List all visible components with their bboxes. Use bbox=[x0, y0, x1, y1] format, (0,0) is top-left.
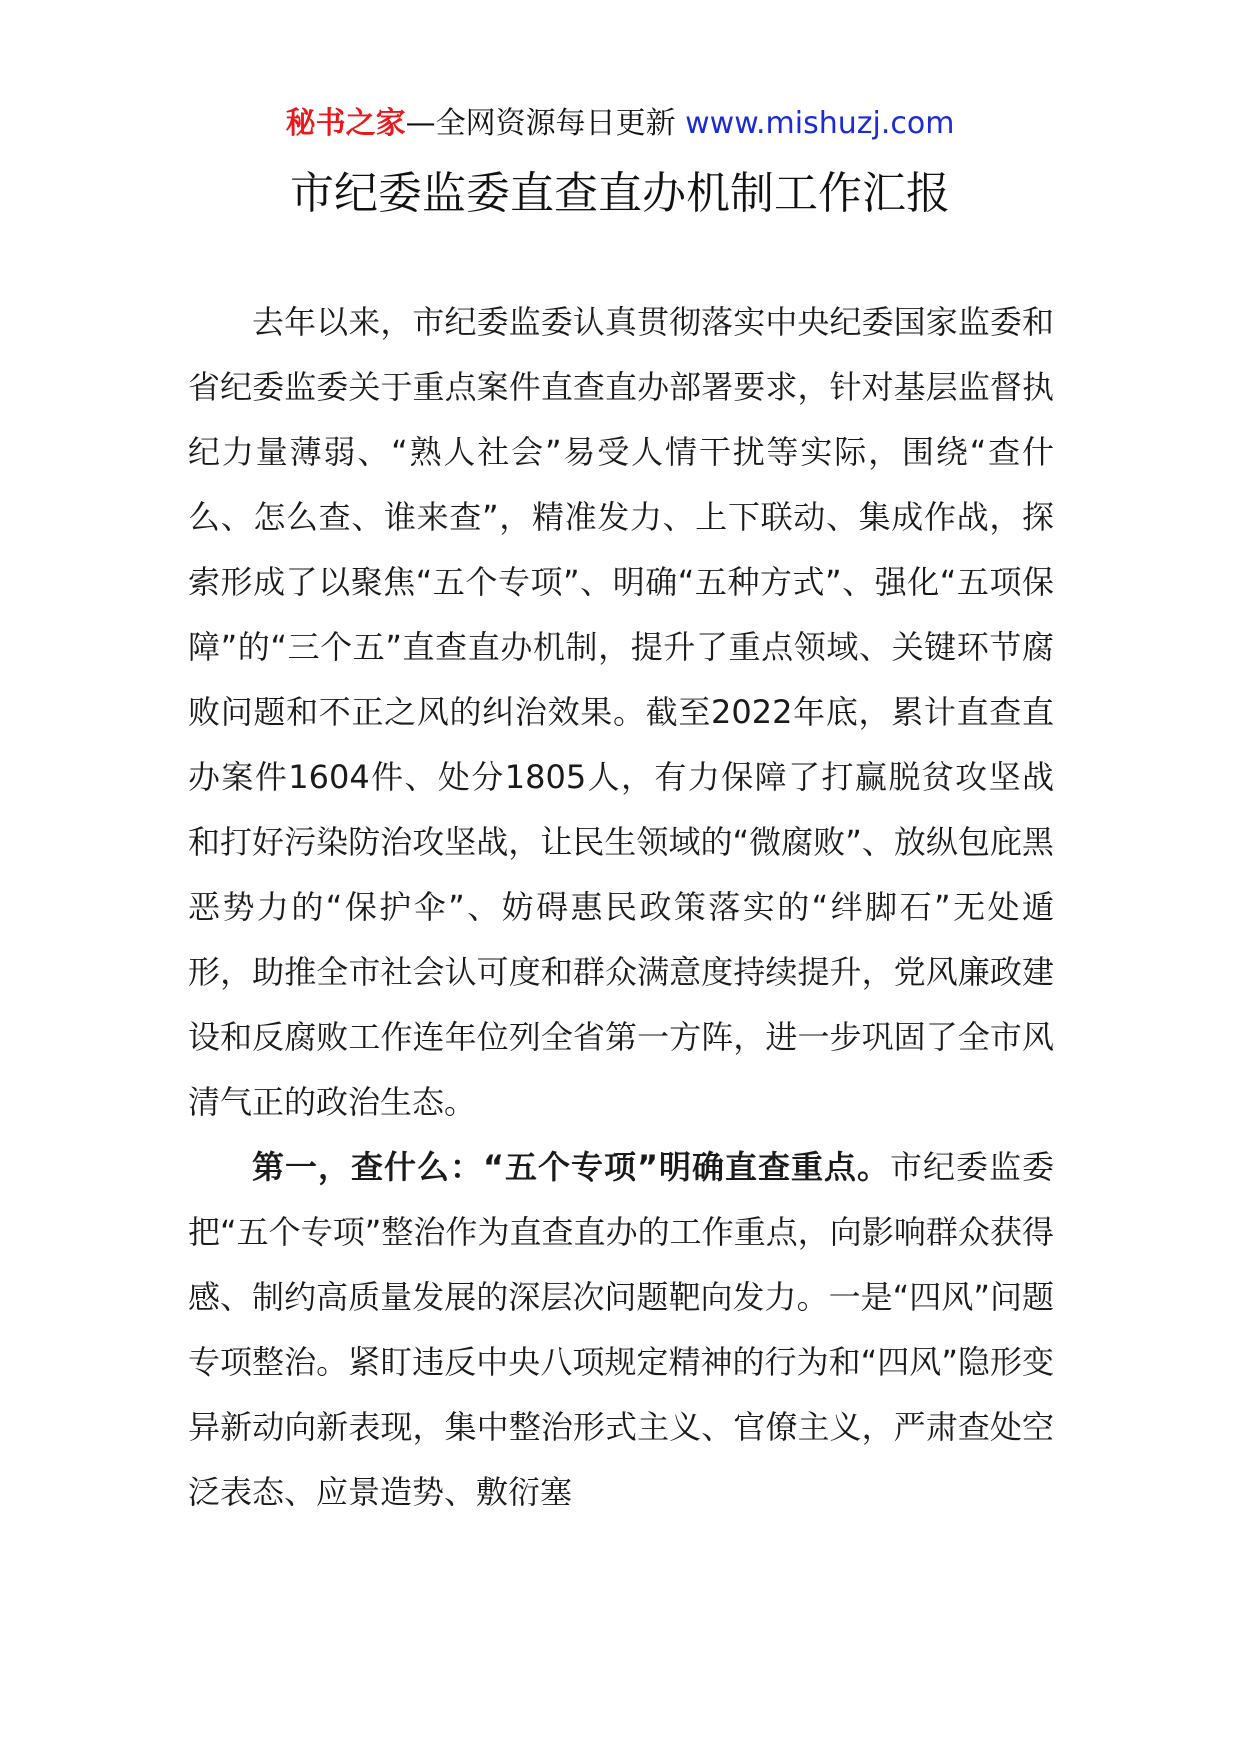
header-tagline: —全网资源每日更新 bbox=[405, 106, 686, 141]
brand-name: 秘书之家 bbox=[285, 106, 406, 141]
section-heading: 第一，查什么：“五个专项”明确直查重点。 bbox=[252, 1148, 890, 1186]
document-body bbox=[188, 290, 1054, 1525]
paragraph-text: 市纪委监委把“五个专项”整治作为直查直办的工作重点，向影响群众获得感、制约高质量发展的深层次问题靶向发力。一是“四风”问题专项整治。紧盯违反中央八项规定精神的行为和“四风”隐形变异新动向新表现，集中整治形式主义、官僚主义，严肃查处空泛表态、应景造势、敷衍塞 bbox=[188, 1148, 1054, 1511]
site-url-link[interactable]: www.mishuzj.com bbox=[685, 106, 955, 141]
paragraph bbox=[188, 1135, 1054, 1525]
paragraph: 去年以来，市纪委监委认真贯彻落实中央纪委国家监委和省纪委监委关于重点案件直查直办部署要求，针对基层监督执纪力量薄弱、“熟人社会”易受人情干扰等实际，围绕“查什么、怎么查、谁来查”，精准发力、上下联动、集成作战，探索形成了以聚焦“五个专项”、明确“五种方式”、强化“五项保障”的“三个五”直查直办机制，提升了重点领域、关键环节腐败问题和不正之风的纠治效果。截至2022年底，累计直查直办案件1604件、处分1805人，有力保障了打赢脱贫攻坚战和打好污染防治攻坚战，让民生领域的“微腐败”、放纵包庇黑恶势力的“保护伞”、妨碍惠民政策落实的“绊脚石”无处遁形，助推全市社会认可度和群众满意度持续提升，党风廉政建设和反腐败工作连年位列全省第一方阵，进一步巩固了全市风清气正的政治生态。 bbox=[188, 303, 1054, 1121]
document-title: 市纪委监委直查直办机制工作汇报 bbox=[290, 168, 950, 219]
site-header bbox=[0, 100, 1240, 148]
